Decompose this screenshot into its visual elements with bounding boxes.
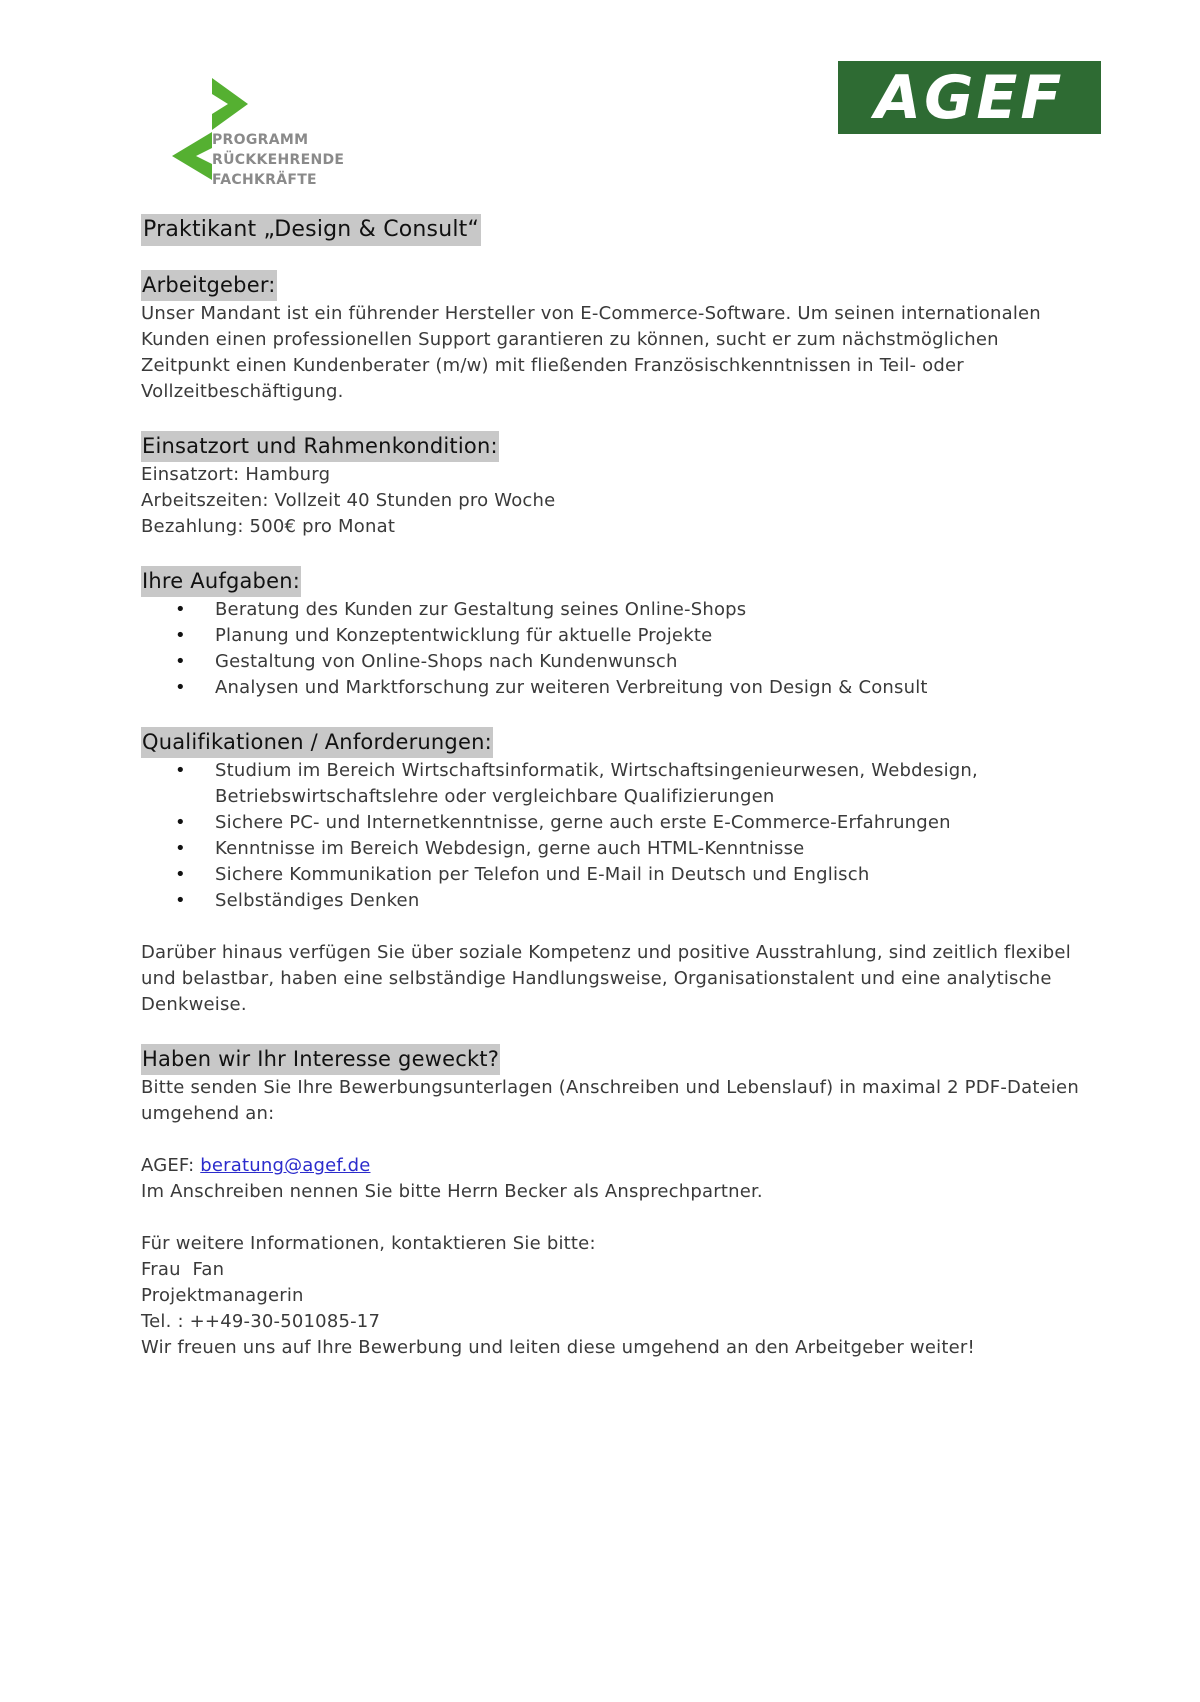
- interest-heading: Haben wir Ihr Interesse geweckt?: [141, 1044, 500, 1075]
- contact-phone: Tel. : ++49-30-501085-17: [141, 1311, 381, 1332]
- tasks-section: [141, 566, 1081, 701]
- list-item: • Analysen und Marktforschung zur weiteren Verbreitung von Design & Consult: [141, 675, 1081, 701]
- location-section: [141, 431, 1081, 540]
- tasks-list: [141, 597, 1081, 701]
- program-logo-line: RÜCKKEHRENDE: [212, 152, 345, 168]
- location-line: Einsatzort: Hamburg: [141, 464, 331, 485]
- program-logo: [170, 76, 360, 191]
- interest-text: Bitte senden Sie Ihre Bewerbungsunterlagen (Anschreiben und Lebenslauf) in maximal 2 PDF-Dateien umgehend an:: [141, 1077, 1079, 1124]
- qualifications-paragraph: Darüber hinaus verfügen Sie über soziale Kompetenz und positive Ausstrahlung, sind zeitlich flexibel und belastbar, haben eine selbständige Handlungsweise, Organisationstalent und eine analytische Denkweise.: [141, 942, 1071, 1015]
- agef-logo-text: AGEF: [874, 62, 1065, 133]
- list-item: • Sichere Kommunikation per Telefon und E-Mail in Deutsch und Englisch: [141, 862, 1081, 888]
- page-title: Praktikant „Design & Consult“: [141, 214, 481, 246]
- interest-section: [141, 1044, 1081, 1361]
- document-body: [141, 214, 1081, 1361]
- list-item: • Gestaltung von Online-Shops nach Kundenwunsch: [141, 649, 1081, 675]
- agef-prefix: AGEF:: [141, 1155, 201, 1176]
- info-intro: Für weitere Informationen, kontaktieren Sie bitte:: [141, 1233, 596, 1254]
- list-item: • Kenntnisse im Bereich Webdesign, gerne auch HTML-Kenntnisse: [141, 836, 1081, 862]
- tasks-heading: Ihre Aufgaben:: [141, 566, 301, 597]
- contact-role: Projektmanagerin: [141, 1285, 304, 1306]
- program-logo-line: FACHKRÄFTE: [212, 172, 317, 188]
- location-line: Bezahlung: 500€ pro Monat: [141, 516, 396, 537]
- employer-text: Unser Mandant ist ein führender Hersteller von E-Commerce-Software. Um seinen internationalen Kunden einen professionellen Support garantieren zu können, sucht er zum nächstmöglichen Zeitpunkt einen Kundenberater (m/w) mit fließenden Französischkenntnissen in Teil- oder Vollzeitbeschäftigung.: [141, 303, 1041, 402]
- location-line: Arbeitszeiten: Vollzeit 40 Stunden pro Woche: [141, 490, 556, 511]
- contact-note: Im Anschreiben nennen Sie bitte Herrn Becker als Ansprechpartner.: [141, 1181, 763, 1202]
- program-logo-text: [212, 130, 362, 190]
- email-link[interactable]: beratung@agef.de: [200, 1155, 371, 1176]
- list-item: • Planung und Konzeptentwicklung für aktuelle Projekte: [141, 623, 1081, 649]
- location-heading: Einsatzort und Rahmenkondition:: [141, 431, 499, 462]
- agef-email-line: [141, 1153, 1081, 1179]
- list-item: • Beratung des Kunden zur Gestaltung seines Online-Shops: [141, 597, 1081, 623]
- qualifications-heading: Qualifikationen / Anforderungen:: [141, 727, 493, 758]
- contact-name: Frau Fan: [141, 1259, 225, 1280]
- employer-section: [141, 270, 1081, 405]
- list-item: • Studium im Bereich Wirtschaftsinformatik, Wirtschaftsingenieurwesen, Webdesign, Betriebswirtschaftslehre oder vergleichbare Qualifizierungen: [141, 758, 1081, 810]
- program-logo-line: PROGRAMM: [212, 132, 309, 148]
- title-block: [141, 214, 1081, 246]
- qualifications-list: [141, 758, 1081, 914]
- list-item: • Sichere PC- und Internetkenntnisse, gerne auch erste E-Commerce-Erfahrungen: [141, 810, 1081, 836]
- list-item: • Selbständiges Denken: [141, 888, 1081, 914]
- agef-logo: [838, 61, 1101, 134]
- qualifications-section: [141, 727, 1081, 1018]
- employer-heading: Arbeitgeber:: [141, 270, 277, 301]
- closing-text: Wir freuen uns auf Ihre Bewerbung und leiten diese umgehend an den Arbeitgeber weiter!: [141, 1337, 975, 1358]
